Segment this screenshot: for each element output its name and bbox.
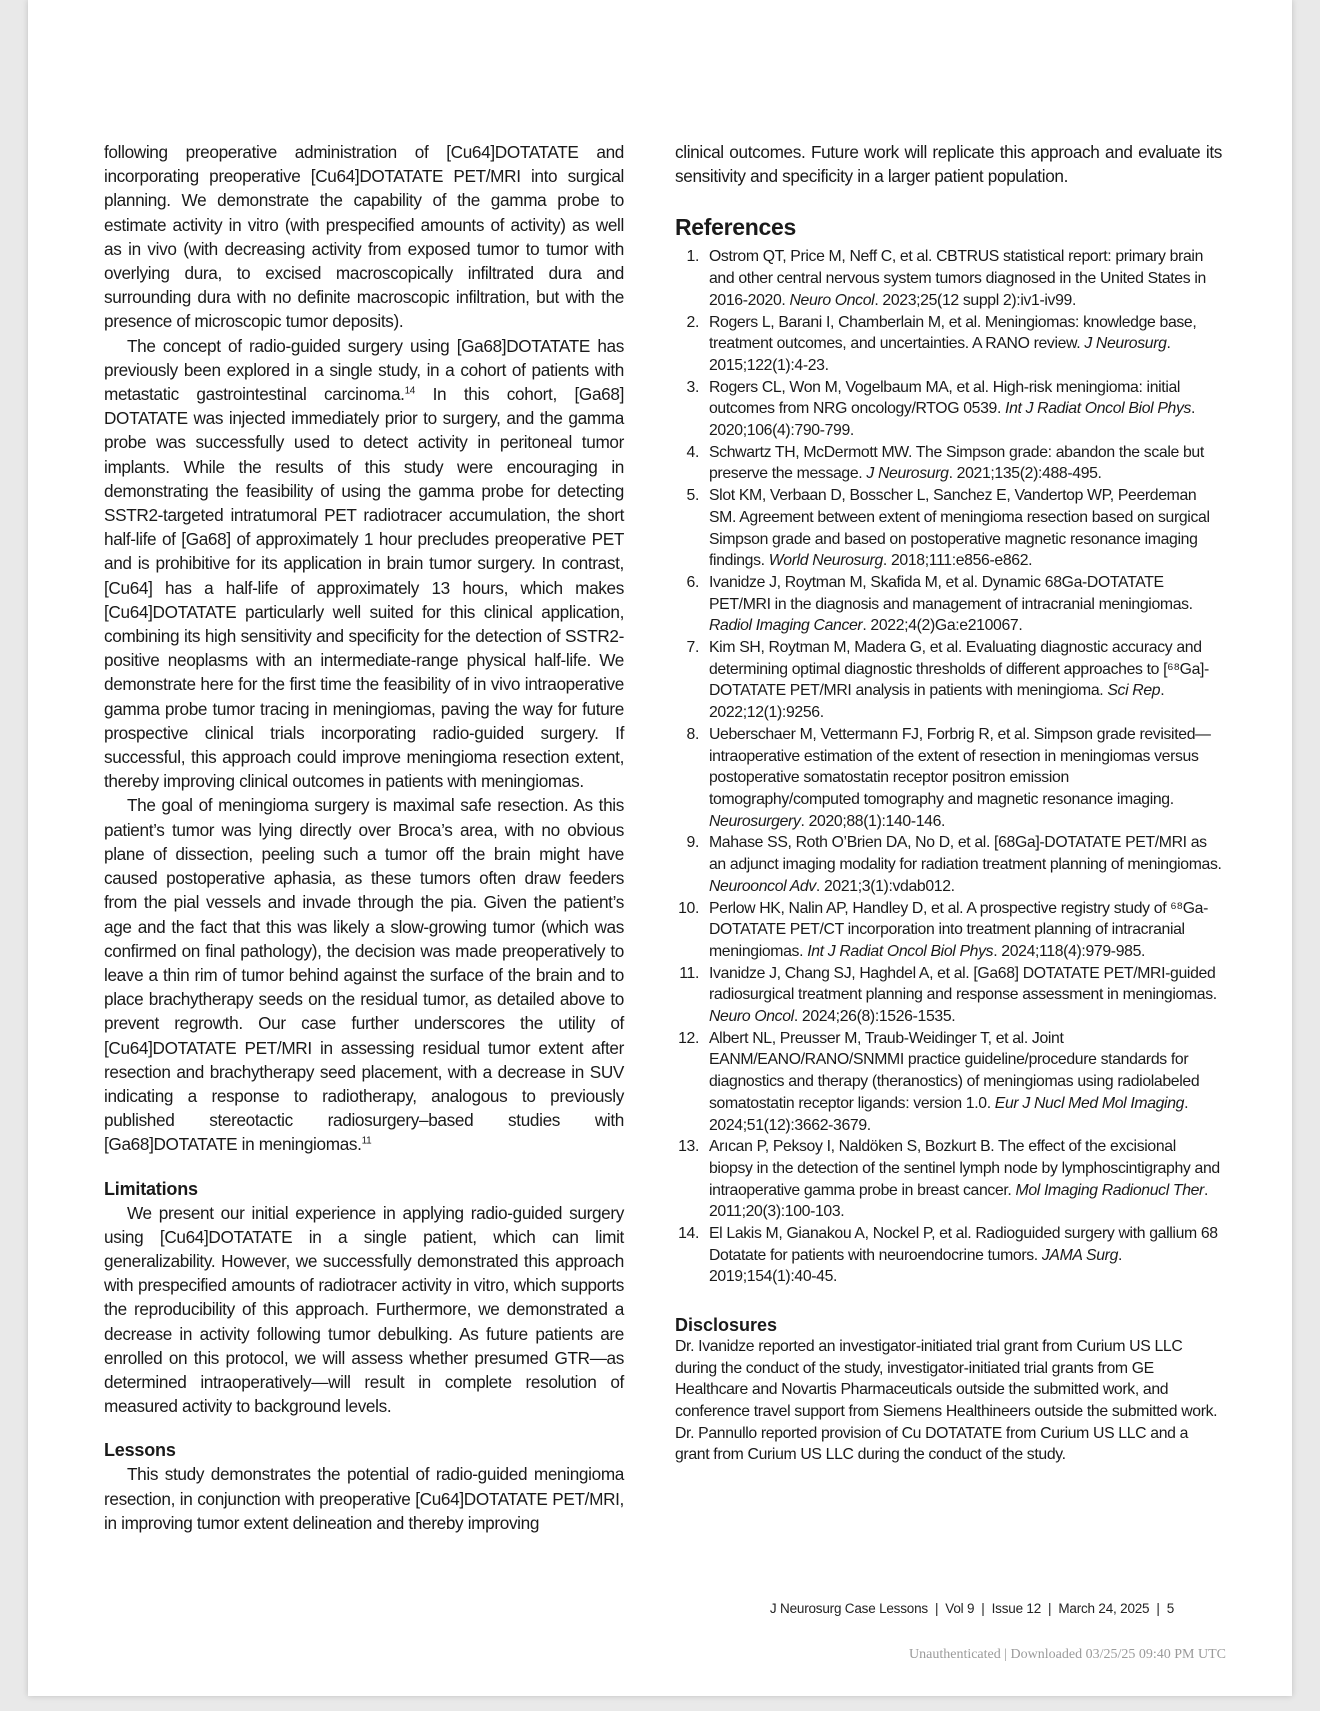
reference-text: El Lakis M, Gianakou A, Nockel P, et al. Radioguided surgery with gallium 68 Dotatate for patients with neuroendocrine tumors.	[709, 1225, 1218, 1264]
paragraph-text: In this cohort, [Ga68] DOTATATE was injected immediately prior to surgery, and the gamma probe was successfully used to detect activity in peritoneal tumor implants. While the results of this study were encouraging in demonstrating the feasibility of using the gamma probe for detecting SSTR2-targeted intratumoral PET radiotracer accumulation, the short half-life of [Ga68] of approximately 1 hour precludes preoperative PET and is prohibitive for its application in brain tumor surgery. In contrast, [Cu64] has a half-life of approximately 13 hours, which makes [Cu64]DOTATATE particularly well suited for this clinical application, combining its high sensitivity and specificity for the detection of SSTR2-positive neoplasms with an intermediate-range physical half-life. We demonstrate here for the first time the feasibility of in vivo intraoperative gamma probe tumor tracing in meningiomas, paving the way for future prospective clinical trials incorporating radio-guided surgery. If successful, this approach could improve meningioma resection extent, thereby improving clinical outcomes in patients with meningiomas.	[104, 384, 624, 792]
reference-number: 2.	[686, 313, 699, 331]
reference-text: Ueberschaer M, Vettermann FJ, Forbrig R, et al. Simpson grade revisited—intraoperative estimation of the extent of resection in meningiomas versus postoperative somatostatin receptor positron emission tomography/computed tomography and magnetic resonance imaging.	[709, 725, 1211, 808]
reference-citation: . 2024;26(8):1526-1535.	[793, 1008, 956, 1026]
reference-journal: Neuro Oncol	[709, 1008, 794, 1026]
page-number: 5	[1166, 1601, 1174, 1616]
footer-separator: |	[981, 1601, 985, 1616]
paragraph-intro: following preoperative administration of [Cu64]DOTATATE and incorporating preoperative [Cu64]DOTATATE PET/MRI into surgical planning. We demonstrate the capability of the gamma probe to estimate activity in vitro (with prespecified amounts of activity) as well as in vivo (with decreasing activity from exposed tumor to tumor with overlying dura, to excised macroscopically infiltrated dura and surrounding dura with no definite macroscopic infiltration, but with the presence of microscopic tumor deposits).	[104, 142, 624, 332]
reference-number: 1.	[686, 248, 699, 266]
references-heading: References	[675, 214, 797, 241]
reference-citation: . 2020;88(1):140-146.	[800, 812, 946, 830]
reference-number: 10.	[678, 899, 699, 917]
reference-number: 3.	[686, 378, 699, 396]
reference-citation: . 2019;154(1):40-45.	[709, 1246, 1123, 1286]
reference-number: 12.	[678, 1029, 699, 1047]
reference-text: Arıcan P, Peksoy I, Naldöken S, Bozkurt B. The effect of the excisional biopsy in the detection of the sentinel lymph node by lymphoscintigraphy and intraoperative gamma probe in breast cancer.	[709, 1138, 1220, 1199]
footer-issue: Issue 12	[991, 1601, 1042, 1616]
reference-citation: . 2023;25(12 suppl 2):iv1-iv99.	[874, 291, 1076, 309]
page-footer	[770, 1601, 1174, 1616]
footer-date: March 24, 2025	[1058, 1601, 1150, 1616]
reference-citation: . 2024;118(4):979-985.	[993, 942, 1146, 960]
reference-journal: Mol Imaging Radionucl Ther	[1015, 1181, 1204, 1199]
reference-text: Perlow HK, Nalin AP, Handley D, et al. A prospective registry study of ⁶⁸Ga-DOTATATE PET/CT incorporation into treatment planning of intracranial meningiomas.	[709, 899, 1209, 960]
reference-item	[675, 377, 1222, 442]
reference-journal: Neurooncol Adv	[709, 877, 816, 895]
paragraph-text: The concept of radio-guided surgery using [Ga68]DOTATATE has previously been explored in a single study, in a cohort of patients with metastatic gastrointestinal carcinoma.	[104, 335, 624, 405]
paragraph-surgery-goal	[104, 793, 624, 1156]
reference-text: Slot KM, Verbaan D, Bosscher L, Sanchez E, Vandertop WP, Peerdeman SM. Agreement between extent of meningioma resection based on surgical Simpson grade and based on postoperative magnetic resonance imaging findings.	[709, 487, 1210, 570]
footer-volume: Vol 9	[945, 1601, 975, 1616]
reference-number: 7.	[686, 639, 699, 657]
reference-citation: . 2011;20(3):100-103.	[709, 1181, 1209, 1221]
reference-journal: J Neurosurg	[1084, 335, 1167, 353]
footer-separator: |	[1156, 1601, 1160, 1616]
reference-text: Ivanidze J, Roytman M, Skafida M, et al. Dynamic 68Ga-DOTATATE PET/MRI in the diagnosis and management of intracranial meningiomas.	[709, 573, 1193, 613]
right-column	[675, 140, 1222, 1466]
reference-number: 8.	[686, 725, 699, 743]
footer-journal: J Neurosurg Case Lessons	[769, 1601, 928, 1616]
reference-item	[675, 898, 1222, 963]
paragraph-text: The goal of meningioma surgery is maximal safe resection. As this patient’s tumor was lying directly over Broca’s area, with no obvious plane of dissection, peeling such a tumor off the brain might have caused postoperative aphasia, as these tumors often draw feeders from the pial vessels and invade through the pia. Given the patient’s age and the fact that this was likely a slow-growing tumor (which was confirmed on final pathology), the decision was made preoperatively to leave a thin rim of tumor behind against the surface of the brain and to place brachytherapy seeds on the residual tumor, as detailed above to prevent regrowth. Our case further underscores the utility of [Cu64]DOTATATE PET/MRI in assessing residual tumor extent after resection and brachytherapy seed placement, with a decrease in SUV indicating a response to radiotherapy, analogous to previously published stereotactic radiosurgery–based studies with [Ga68]DOTATATE in meningiomas.	[104, 795, 624, 1155]
left-column	[104, 140, 624, 1535]
reference-text: Mahase SS, Roth O’Brien DA, No D, et al. [68Ga]-DOTATATE PET/MRI as an adjunct imaging modality for radiation treatment planning of meningiomas.	[709, 834, 1222, 874]
reference-journal: JAMA Surg	[1041, 1246, 1119, 1264]
continuation-paragraph: clinical outcomes. Future work will replicate this approach and evaluate its sensitivity and specificity in a larger patient population.	[675, 142, 1222, 187]
reference-journal: Neuro Oncol	[789, 291, 875, 309]
paragraph-radioguided-concept	[104, 334, 624, 794]
reference-item	[675, 442, 1222, 485]
disclosures-heading: Disclosures	[675, 1315, 778, 1336]
reference-item	[675, 485, 1222, 572]
reference-item	[675, 1136, 1222, 1223]
reference-item	[675, 963, 1222, 1028]
citation-ref: 11	[361, 1135, 372, 1147]
reference-citation: . 2021;3(1):vdab012.	[815, 877, 955, 895]
reference-item	[675, 832, 1222, 897]
reference-item	[675, 572, 1222, 637]
reference-text: Kim SH, Roytman M, Madera G, et al. Evaluating diagnostic accuracy and determining optimal diagnostic thresholds of different approaches to [⁶⁸Ga]-DOTATATE PET/MRI analysis in patients with meningioma.	[709, 639, 1209, 700]
reference-journal: World Neurosurg	[768, 552, 883, 570]
reference-number: 14.	[678, 1225, 699, 1243]
reference-journal: Int J Radiat Oncol Biol Phys	[1005, 400, 1192, 418]
reference-number: 9.	[686, 834, 699, 852]
reference-text: Schwartz TH, McDermott MW. The Simpson grade: abandon the scale but preserve the message.	[709, 443, 1204, 483]
reference-item	[675, 246, 1222, 311]
reference-text: Ivanidze J, Chang SJ, Haghdel A, et al. [Ga68] DOTATATE PET/MRI-guided radiosurgical treatment planning and response assessment in meningiomas.	[709, 964, 1217, 1004]
reference-item	[675, 312, 1222, 377]
reference-citation: . 2015;122(1):4-23.	[709, 335, 1171, 374]
lessons-paragraph: This study demonstrates the potential of radio-guided meningioma resection, in conjunction with preoperative [Cu64]DOTATATE PET/MRI, in improving tumor extent delineation and thereby improving	[104, 1464, 624, 1533]
article-page	[28, 0, 1292, 1696]
reference-citation: . 2022;4(2)Ga:e210067.	[862, 617, 1023, 635]
reference-text: Albert NL, Preusser M, Traub-Weidinger T, et al. Joint EANM/EANO/RANO/SNMMI practice guideline/procedure standards for diagnostics and therapy (theranostics) of meningiomas using radiolabeled somatostatin receptor ligands: version 1.0.	[709, 1029, 1200, 1112]
disclosures-paragraph: Dr. Ivanidze reported an investigator-initiated trial grant from Curium US LLC during the conduct of the study, investigator-initiated trial grants from GE Healthcare and Novartis Pharmaceuticals outside the submitted work, and conference travel support from Siemens Healthineers outside the submitted work. Dr. Pannullo reported provision of Cu DOTATATE from Curium US LLC and a grant from Curium US LLC during the conduct of the study.	[675, 1338, 1218, 1464]
reference-citation: . 2022;12(1):9256.	[709, 682, 1165, 722]
reference-item	[675, 724, 1222, 833]
reference-text: Ostrom QT, Price M, Neff C, et al. CBTRUS statistical report: primary brain and other central nervous system tumors diagnosed in the United States in 2016-2020.	[709, 248, 1206, 309]
footer-separator: |	[934, 1601, 939, 1616]
reference-number: 13.	[678, 1138, 699, 1156]
reference-citation: . 2020;106(4):790-799.	[709, 400, 1196, 440]
reference-journal: J Neurosurg	[866, 465, 949, 483]
reference-citation: . 2024;51(12):3662-3679.	[709, 1094, 1189, 1134]
reference-item	[675, 1028, 1222, 1137]
reference-citation: . 2021;135(2):488-495.	[948, 465, 1102, 483]
reference-number: 4.	[686, 443, 699, 461]
lessons-heading: Lessons	[104, 1440, 176, 1461]
reference-text: Rogers CL, Won M, Vogelbaum MA, et al. High-risk meningioma: initial outcomes from NRG oncology/RTOG 0539.	[709, 378, 1181, 418]
limitations-heading: Limitations	[104, 1178, 198, 1199]
reference-item	[675, 637, 1222, 724]
references-list	[675, 246, 1222, 1288]
reference-journal: Radiol Imaging Cancer	[709, 617, 863, 635]
reference-text: Rogers L, Barani I, Chamberlain M, et al. Meningiomas: knowledge base, treatment outcomes, and uncertainties. A RANO review.	[709, 313, 1197, 353]
download-stamp: Unauthenticated | Downloaded 03/25/25 09:40 PM UTC	[909, 1647, 1226, 1662]
footer-separator: |	[1048, 1601, 1052, 1616]
reference-journal: Sci Rep	[1107, 682, 1161, 700]
reference-journal: Eur J Nucl Med Mol Imaging	[994, 1094, 1185, 1112]
reference-citation: . 2018;111:e856-e862.	[882, 552, 1033, 570]
reference-journal: Neurosurgery	[709, 812, 801, 830]
citation-ref: 14	[404, 385, 416, 397]
reference-number: 6.	[686, 573, 699, 591]
reference-journal: Int J Radiat Oncol Biol Phys	[807, 942, 994, 960]
reference-item	[675, 1223, 1222, 1288]
limitations-paragraph: We present our initial experience in applying radio-guided surgery using [Cu64]DOTATATE in a single patient, which can limit generalizability. However, we successfully demonstrated this approach with prespecified amounts of radiotracer activity in vitro, which supports the reproducibility of this approach. Furthermore, we demonstrated a decrease in activity following tumor debulking. As future patients are enrolled on this protocol, we will assess whether presumed GTR—as determined intraoperatively—will result in complete resolution of measured activity to background levels.	[104, 1202, 624, 1417]
reference-number: 5.	[686, 487, 699, 505]
reference-number: 11.	[679, 964, 699, 982]
